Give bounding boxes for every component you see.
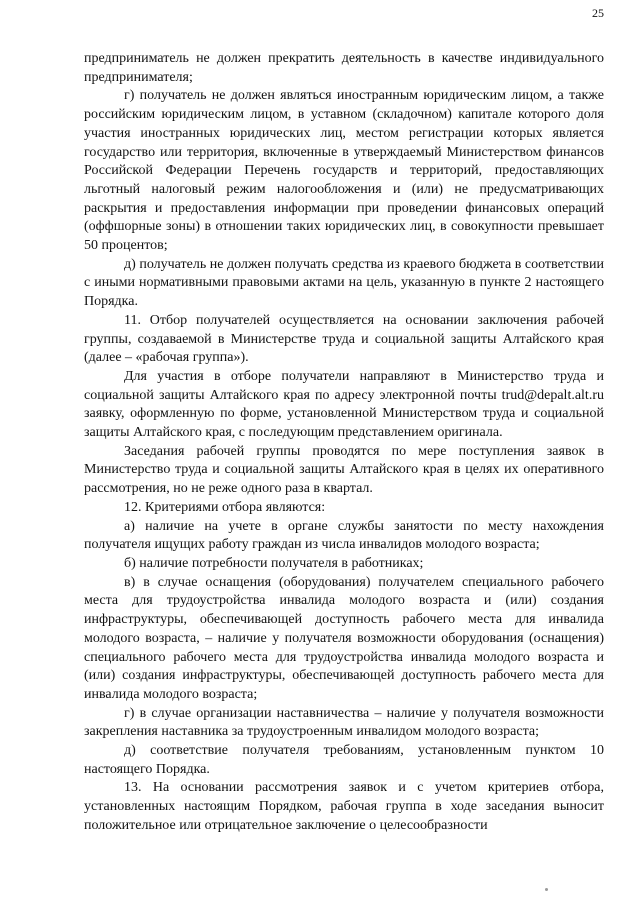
paragraph-item-g-foreign-entity: г) получатель не должен являться иностранным юридическим лицом, а также российским юридическим лицом, в уставном (складочном) капитале которого доля участия иностранных юридических лиц, местом регистрации которых является государство или территория, включенные в утверждаемый Министерством финансов Российской Федерации Перечень государств и территорий, предоставляющих льготный налоговый режим налогообложения и (или) не предусматривающих раскрытия и предоставления информации при проведении финансовых операций (оффшорные зоны) в отношении таких юридических лиц, в совокупности превышает 50 процентов; xyxy=(84,88,604,254)
paragraph-criterion-g: г) в случае организации наставничества – наличие у получателя возможности закрепления наставника за трудоустроенным инвалидом молодого возраста; xyxy=(84,705,604,740)
paragraph-continuation: предприниматель не должен прекратить деятельность в качестве индивидуального предпринимателя; xyxy=(84,51,604,85)
paragraph-working-group-meetings: Заседания рабочей группы проводятся по мере поступления заявок в Министерство труда и социальной защиты Алтайского края в целях их оперативного рассмотрения, но не реже одного раза в квартал. xyxy=(84,443,604,497)
page-number: 25 xyxy=(592,6,604,20)
paragraph-12-criteria-heading: 12. Критериями отбора являются: xyxy=(124,499,326,515)
paragraph-11-selection: 11. Отбор получателей осуществляется на основании заключения рабочей группы, создаваемой в Министерстве труда и социальной защиты Алтайского края (далее – «рабочая группа»). xyxy=(84,312,604,366)
paragraph-13-conclusion: 13. На основании рассмотрения заявок и с учетом критериев отбора, установленных настоящим Порядком, рабочая группа в ходе заседания выносит положительное или отрицательное заключение о целесообразности xyxy=(84,780,604,833)
paragraph-criterion-a: а) наличие на учете в органе службы занятости по месту нахождения получателя ищущих работу граждан из числа инвалидов молодого возраста; xyxy=(84,518,604,553)
paragraph-criterion-d: д) соответствие получателя требованиям, установленным пунктом 10 настоящего Порядка. xyxy=(84,743,604,777)
paragraph-item-d-regional-budget: д) получатель не должен получать средства из краевого бюджета в соответствии с иными нормативными правовыми актами на цель, указанную в пункте 2 настоящего Порядка. xyxy=(84,256,604,310)
scan-speck xyxy=(545,888,548,891)
document-body xyxy=(84,50,604,836)
paragraph-application-submission: Для участия в отборе получатели направляют в Министерство труда и социальной защиты Алтайского края по адресу электронной почты trud@depalt.alt.ru заявку, оформленную по форме, установленной Министерством труда и социальной защиты Алтайского края, с последующим представлением оригинала. xyxy=(84,368,604,441)
paragraph-criterion-b: б) наличие потребности получателя в работниках; xyxy=(124,555,424,571)
paragraph-criterion-v: в) в случае оснащения (оборудования) получателем специального рабочего места для трудоустройства инвалида молодого возраста и (или) создания инфраструктуры, обеспечивающей доступность рабочего места для инвалида молодого возраста, – наличие у получателя возможности оборудования (оснащения) специального рабочего места для трудоустройства инвалида молодого возраста и (или) создания инфраструктуры, обеспечивающей доступность рабочего места для инвалида молодого возраста; xyxy=(84,574,604,702)
